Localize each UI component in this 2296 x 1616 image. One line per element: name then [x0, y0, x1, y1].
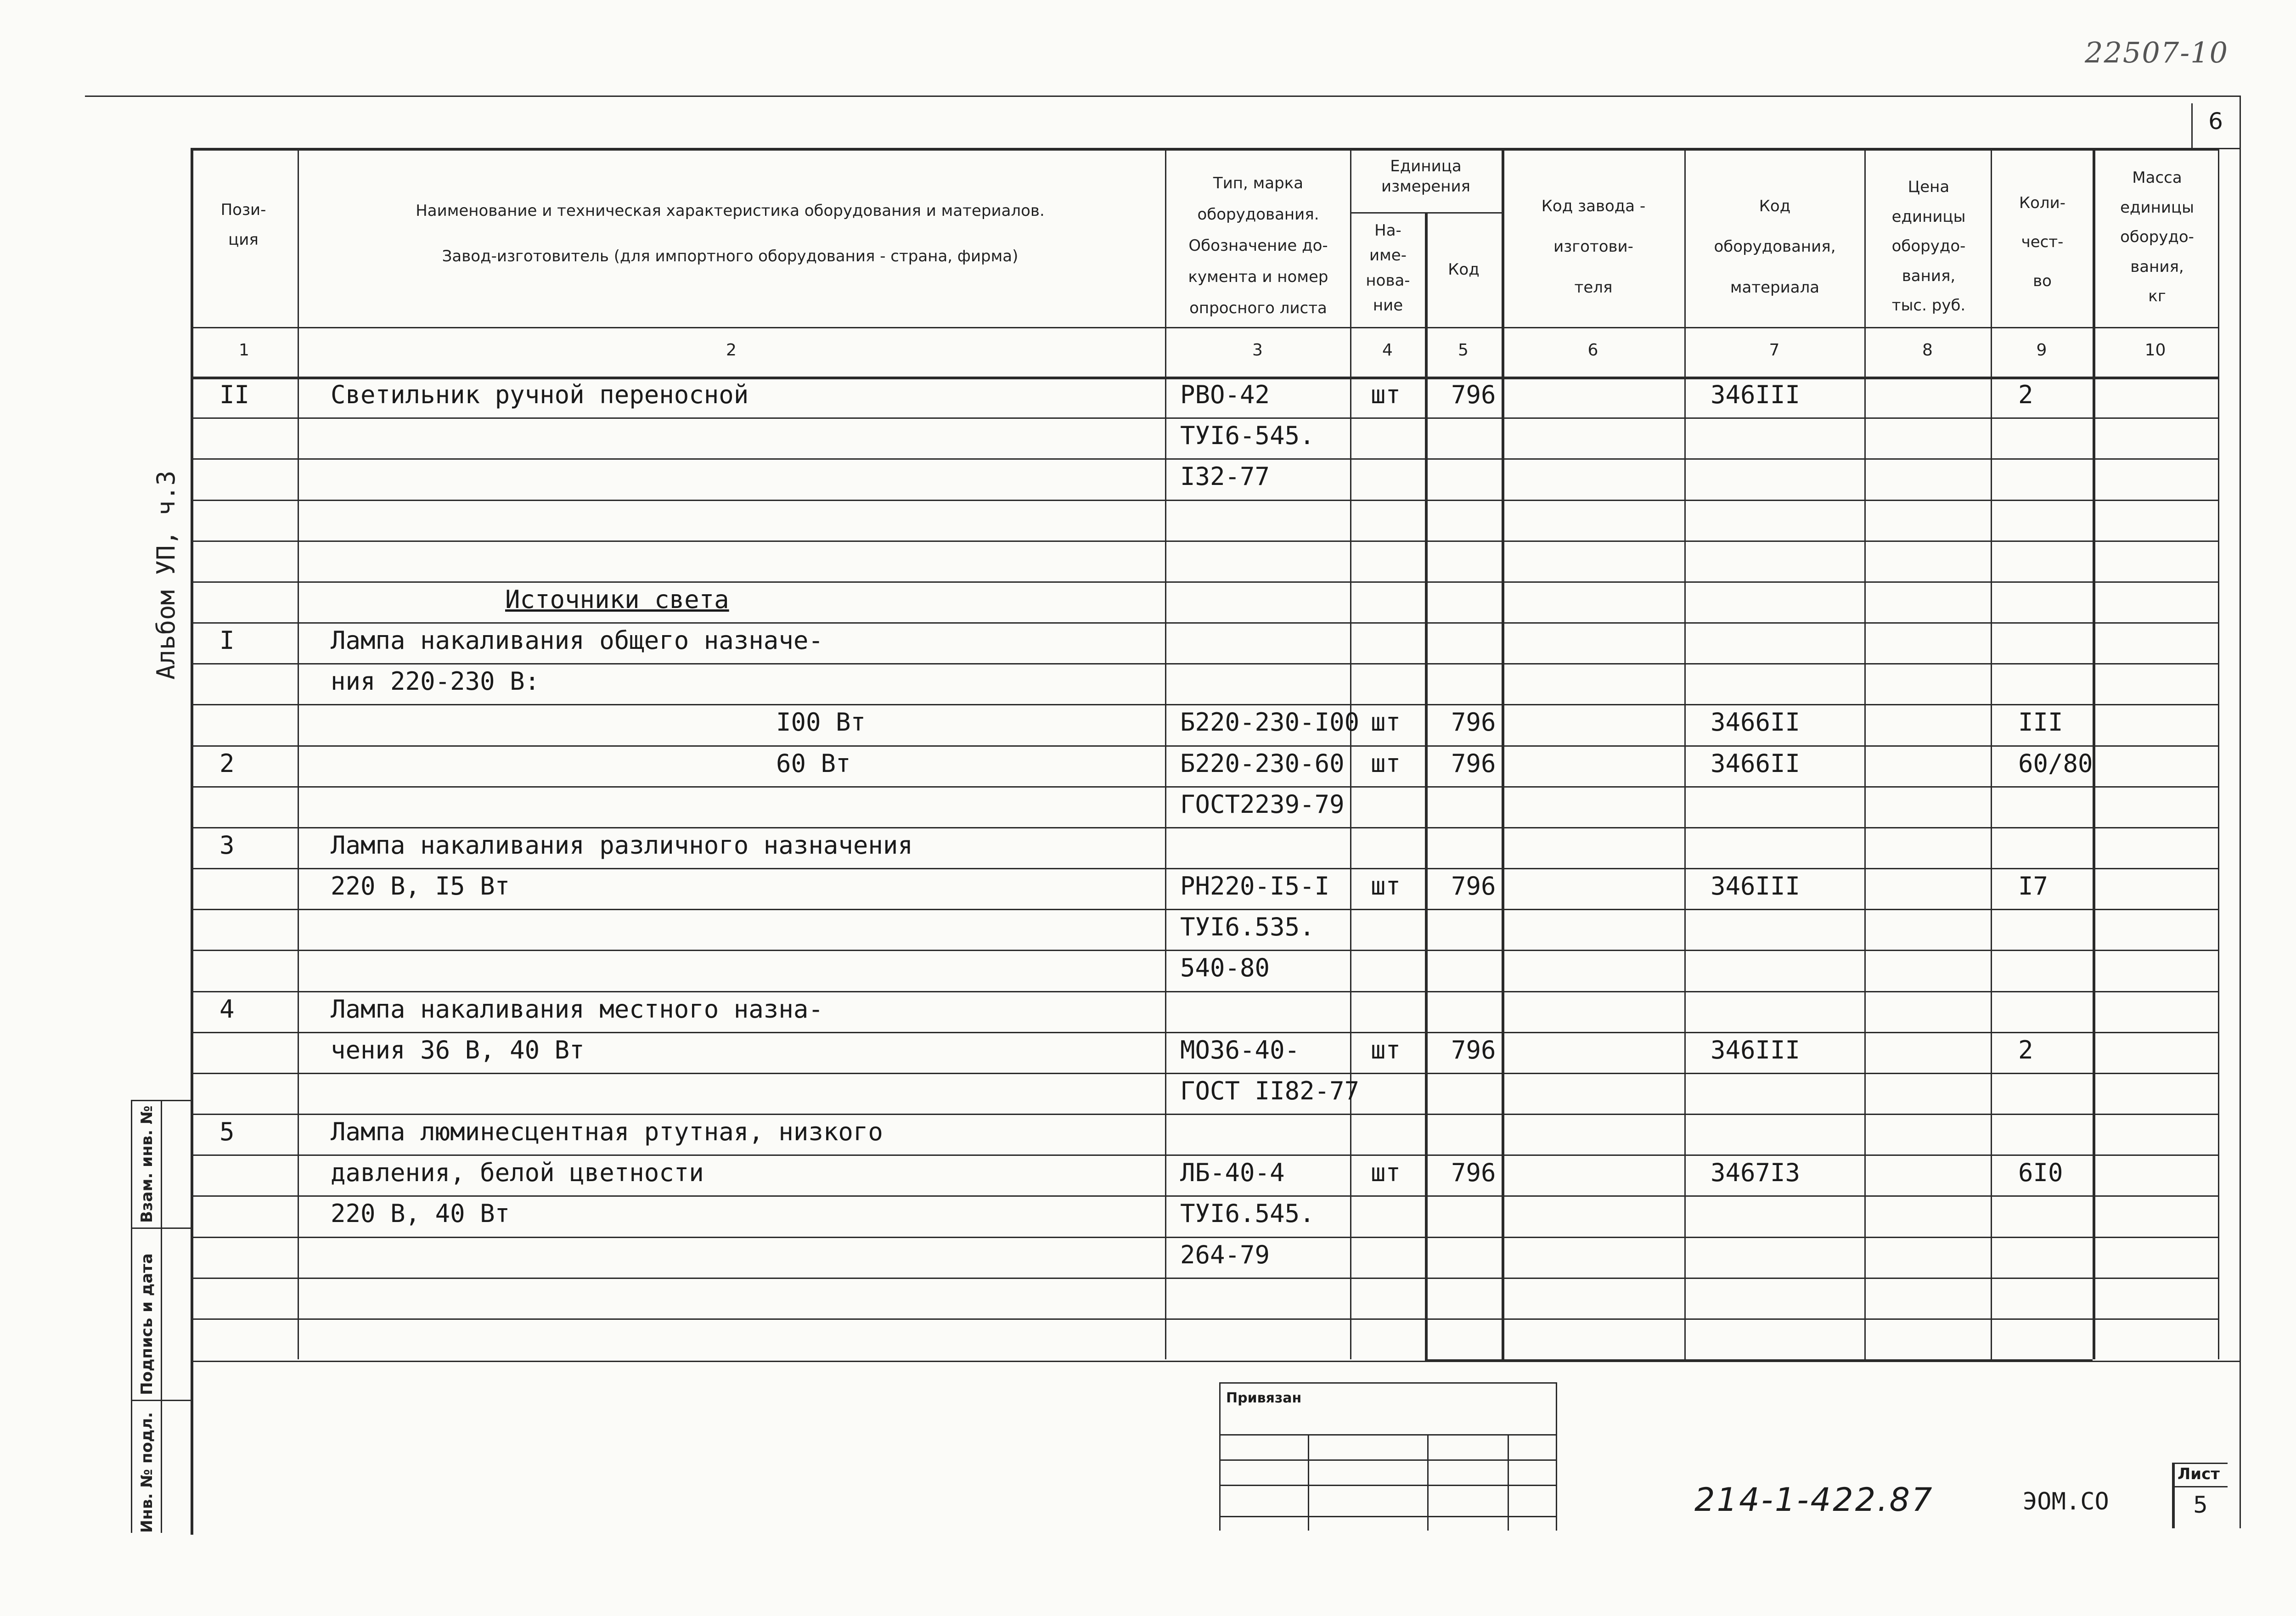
- privyazan-rule-3: [1221, 1485, 1556, 1486]
- document-code: 214-1-422.87: [1694, 1481, 1934, 1519]
- row-type: 264-79: [1180, 1240, 1270, 1269]
- column-number: 6: [1587, 341, 1598, 360]
- grid-line-v: [1991, 148, 1992, 1359]
- privyazan-col-2: [1427, 1434, 1429, 1531]
- row-name: ния 220-230 В:: [331, 667, 540, 696]
- grid-line-h: [191, 1114, 2218, 1115]
- grid-line-h: [191, 1032, 2218, 1033]
- row-name: Лампа накаливания различного назначения: [331, 831, 913, 860]
- row-type: ТУI6.545.: [1180, 1199, 1315, 1228]
- sheet-number: 5: [2193, 1492, 2208, 1518]
- header-quantity: Коли- чест- во: [2019, 194, 2066, 290]
- row-equipment-code: 346III: [1711, 872, 1801, 901]
- column-number: 10: [2144, 341, 2166, 360]
- grid-line-v: [298, 148, 299, 1359]
- row-name: 220 В, I5 Вт: [331, 872, 510, 901]
- row-name: 220 В, 40 Вт: [331, 1199, 510, 1228]
- column-number: 5: [1458, 341, 1469, 360]
- grid-line-h: [191, 991, 2218, 992]
- side-stamp-rule-2: [132, 1400, 192, 1401]
- row-type: ЛБ-40-4: [1180, 1158, 1285, 1187]
- row-name: чения 36 В, 40 Вт: [331, 1036, 585, 1064]
- grid-line-h: [191, 1237, 2218, 1238]
- row-position: I: [219, 626, 235, 655]
- row-type: ТУI6-545.: [1180, 421, 1315, 450]
- grid-line-h: [191, 458, 2218, 460]
- grid-line-h: [191, 622, 2218, 624]
- row-unit-code: 796: [1451, 380, 1496, 409]
- stamp-top-line: [193, 1361, 2241, 1362]
- column-number: 3: [1252, 341, 1263, 360]
- row-unit: шт: [1371, 1036, 1401, 1064]
- grid-line-h: [191, 500, 2218, 501]
- column-number: 4: [1382, 341, 1393, 360]
- sheet-box: [2172, 1463, 2228, 1528]
- row-name: 60 Вт: [776, 749, 851, 778]
- row-type: РВО-42: [1180, 380, 1270, 409]
- side-sign-date: Подпись и дата: [138, 1253, 156, 1395]
- row-name: Лампа накаливания местного назна-: [331, 995, 823, 1024]
- column-number: 1: [239, 341, 249, 360]
- sheet-number-top: 6: [2208, 108, 2223, 135]
- column-number: 2: [726, 341, 737, 360]
- grid-line-h: [191, 704, 2218, 705]
- row-position: 5: [219, 1117, 235, 1146]
- row-quantity: 60/80: [2018, 749, 2093, 778]
- privyazan-label: Привязан: [1226, 1390, 1302, 1406]
- side-vzam-inv: Взам. инв. №: [138, 1105, 156, 1223]
- row-type: ГОСТ II82-77: [1180, 1076, 1360, 1105]
- header-name: Наименование и техническая характеристика оборудования и материалов. Завод-изготовитель (для импортного оборудования - страна, фирма): [416, 202, 1045, 265]
- row-name: давления, белой цветности: [331, 1158, 704, 1187]
- grid-line-h: [191, 581, 2218, 583]
- grid-line-h: [191, 1318, 2218, 1320]
- row-type: РН220-I5-I: [1180, 872, 1330, 901]
- header-unit-name: На- име- нова- ние: [1366, 221, 1410, 315]
- privyazan-rule-2: [1221, 1459, 1556, 1461]
- grid-line-h: [191, 868, 2218, 869]
- row-name: I00 Вт: [776, 708, 866, 737]
- grid-line-v: [1165, 148, 1166, 1359]
- row-unit-code: 796: [1451, 1036, 1496, 1064]
- sheet-box-rule: [2175, 1486, 2228, 1487]
- row-type: МО36-40-: [1180, 1036, 1300, 1064]
- archive-number: 22507-10: [2085, 36, 2229, 69]
- row-type: Б220-230-60: [1180, 749, 1345, 778]
- row-position: II: [219, 380, 250, 409]
- row-name: Лампа люминесцентная ртутная, низкого: [331, 1117, 883, 1146]
- row-type: ГОСТ2239-79: [1180, 790, 1345, 819]
- row-position: 2: [219, 749, 235, 778]
- row-type: I32-77: [1180, 462, 1270, 491]
- grid-line-v: [2218, 148, 2219, 1359]
- grid-line-v: [2093, 148, 2095, 1359]
- header-position: Пози- ция: [220, 201, 266, 249]
- row-type: Б220-230-I00: [1180, 708, 1360, 737]
- privyazan-col-1: [1308, 1434, 1309, 1531]
- grid-line-h: [191, 745, 2218, 747]
- header-unit-code: Код: [1448, 260, 1480, 279]
- grid-line-h: [191, 663, 2218, 664]
- row-quantity: 6I0: [2018, 1158, 2063, 1187]
- row-equipment-code: 3466II: [1711, 708, 1801, 737]
- header-mass: Масса единицы оборудо- вания, кг: [2120, 169, 2194, 306]
- row-name: Лампа накаливания общего назначе-: [331, 626, 823, 655]
- grid-line-v: [1502, 148, 1504, 1359]
- side-stamp: [131, 1100, 192, 1533]
- sheet-label: Лист: [2178, 1465, 2220, 1483]
- album-label: Альбом УП, ч.3: [152, 470, 180, 680]
- row-unit-code: 796: [1451, 872, 1496, 901]
- header-factory-code: Код завода - изготови- теля: [1541, 197, 1646, 297]
- row-type: 540-80: [1180, 953, 1270, 982]
- row-unit: шт: [1371, 749, 1401, 778]
- grid-line-h: [191, 1154, 2218, 1156]
- row-unit-code: 796: [1451, 708, 1496, 737]
- row-unit-code: 796: [1451, 1158, 1496, 1187]
- column-number: 9: [2036, 341, 2047, 360]
- row-quantity: 2: [2018, 380, 2033, 409]
- privyazan-rule-4: [1221, 1516, 1556, 1517]
- column-number: 8: [1922, 341, 1933, 360]
- column-number: 7: [1769, 341, 1780, 360]
- row-unit: шт: [1371, 708, 1401, 737]
- grid-line-h: [191, 1195, 2218, 1197]
- row-quantity: I7: [2018, 872, 2048, 901]
- row-name: Светильник ручной переносной: [331, 380, 749, 409]
- grid-line-h: [191, 148, 2218, 151]
- privyazan-rule-1: [1221, 1434, 1556, 1436]
- grid-line-v: [1864, 148, 1866, 1359]
- row-equipment-code: 346III: [1711, 380, 1801, 409]
- row-unit: шт: [1371, 872, 1401, 901]
- row-quantity: III: [2018, 708, 2063, 737]
- header-type: Тип, марка оборудования. Обозначение до- кумента и номер опросного листа: [1188, 174, 1328, 317]
- section-heading: Источники света: [505, 585, 729, 614]
- grid-line-h: [191, 541, 2218, 542]
- privyazan-col-3: [1508, 1434, 1509, 1531]
- row-unit: шт: [1371, 1158, 1401, 1187]
- grid-line-h: [191, 909, 2218, 910]
- header-price: Цена единицы оборудо- вания, тыс. руб.: [1891, 178, 1966, 315]
- frame-top: [85, 96, 2241, 97]
- row-unit: шт: [1371, 380, 1401, 409]
- grid-line-h: [191, 786, 2218, 788]
- grid-line-h: [191, 1073, 2218, 1074]
- row-position: 3: [219, 831, 235, 860]
- row-equipment-code: 3467I3: [1711, 1158, 1801, 1187]
- grid-line-v: [1350, 148, 1351, 1359]
- row-unit-code: 796: [1451, 749, 1496, 778]
- side-inv-orig: Инв. № подл.: [138, 1412, 156, 1533]
- grid-line-h: [191, 1278, 2218, 1279]
- row-equipment-code: 346III: [1711, 1036, 1801, 1064]
- grid-line-v: [1684, 148, 1686, 1359]
- row-type: ТУI6.535.: [1180, 912, 1315, 941]
- header-equipment-code: Код оборудования, материала: [1714, 197, 1836, 297]
- side-stamp-rule-1: [132, 1227, 192, 1229]
- grid-line-h: [191, 327, 2218, 328]
- header-unit: Единица измерения: [1381, 157, 1471, 196]
- grid-line-h: [191, 377, 2218, 379]
- grid-line-h: [191, 827, 2218, 828]
- grid-line-h: [191, 950, 2218, 951]
- row-equipment-code: 3466II: [1711, 749, 1801, 778]
- row-quantity: 2: [2018, 1036, 2033, 1064]
- grid-line-v: [1425, 212, 1428, 1359]
- sheet-box-left: [2191, 103, 2193, 148]
- privyazan-box: [1219, 1382, 1557, 1531]
- side-stamp-divider: [161, 1101, 162, 1533]
- frame-right: [2240, 96, 2241, 1528]
- section-code: ЭОМ.СО: [2023, 1488, 2109, 1515]
- grid-line-h: [191, 417, 2218, 419]
- row-position: 4: [219, 995, 235, 1024]
